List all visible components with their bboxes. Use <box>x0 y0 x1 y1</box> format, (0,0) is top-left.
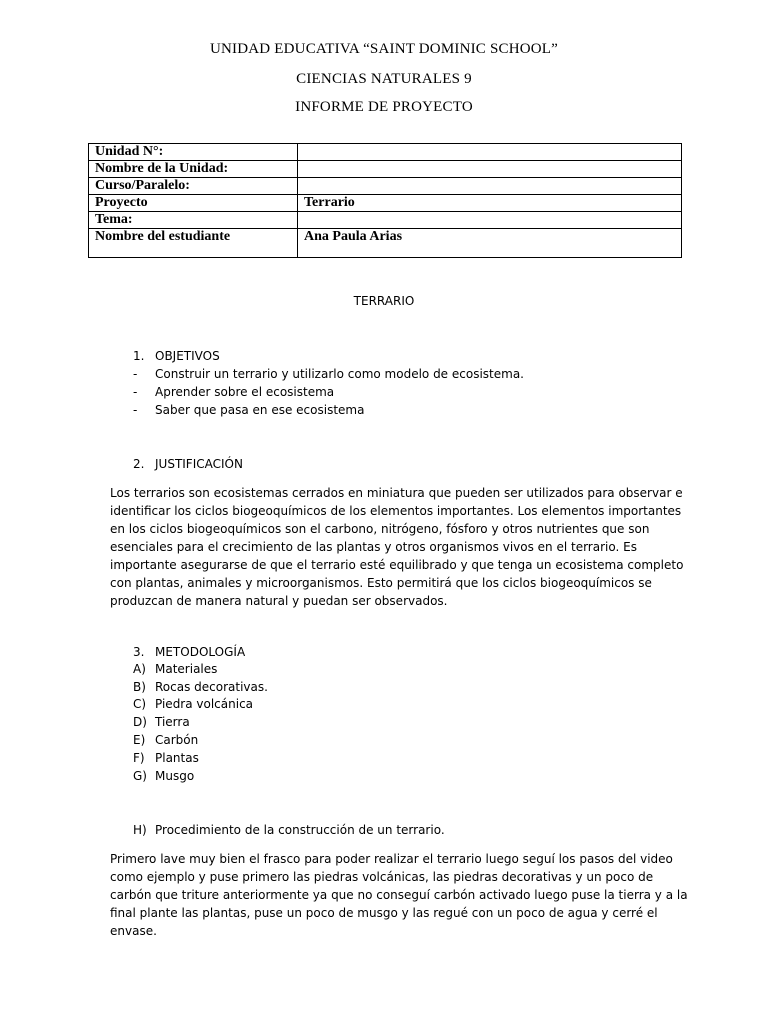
list-item: F) Plantas <box>133 751 199 765</box>
table-row <box>89 229 682 258</box>
table-label: Nombre de la Unidad: <box>89 161 298 178</box>
justificacion-paragraph <box>110 484 684 610</box>
paragraph-line: con plantas, animales y microorganismos. Esto permitirá que los ciclos biogeoquímicos se <box>110 576 652 590</box>
list-item: - Aprender sobre el ecosistema <box>133 385 335 399</box>
table-label: Proyecto <box>89 195 298 212</box>
section-heading-objetivos <box>133 349 220 363</box>
section-number: 3. <box>133 645 145 659</box>
table-row <box>89 144 682 161</box>
table-row <box>89 161 682 178</box>
section-heading-justificacion <box>133 457 243 471</box>
table-value <box>298 161 682 178</box>
list-item: - Construir un terrario y utilizarlo como modelo de ecosistema. <box>133 367 524 381</box>
table-value <box>298 178 682 195</box>
school-name: UNIDAD EDUCATIVA “SAINT DOMINIC SCHOOL” <box>209 41 559 57</box>
table-value: Ana Paula Arias <box>298 229 682 258</box>
table-value <box>298 212 682 229</box>
section-title: JUSTIFICACIÓN <box>155 457 243 471</box>
document-title: TERRARIO <box>353 294 415 308</box>
table-row <box>89 212 682 229</box>
list-item: A) Materiales <box>133 662 218 676</box>
list-item: D) Tierra <box>133 715 190 729</box>
paragraph-line: produzcan de manera natural y puedan ser observados. <box>110 594 448 608</box>
list-item-text: Carbón <box>155 733 199 747</box>
list-item-text: Tierra <box>155 715 190 729</box>
list-item-text: Materiales <box>155 662 218 676</box>
report-title: INFORME DE PROYECTO <box>295 99 473 115</box>
section-number: 2. <box>133 457 145 471</box>
list-item-text: Musgo <box>155 769 195 783</box>
table-label: Nombre del estudiante <box>89 229 298 258</box>
list-item-text: Rocas decorativas. <box>155 680 268 694</box>
list-item-text: Aprender sobre el ecosistema <box>155 385 335 399</box>
list-item: G) Musgo <box>133 769 195 783</box>
list-item: - Saber que pasa en ese ecosistema <box>133 403 365 417</box>
procedure-title: Procedimiento de la construcción de un terrario. <box>155 823 445 837</box>
table-value: Terrario <box>298 195 682 212</box>
section-title: OBJETIVOS <box>155 349 220 363</box>
paragraph-line: identificar los ciclos biogeoquímicos de los elementos importantes. Los elementos importantes <box>110 504 682 518</box>
list-item-text: Construir un terrario y utilizarlo como modelo de ecosistema. <box>155 367 524 381</box>
procedure-heading: H) Procedimiento de la construcción de un terrario. <box>133 823 445 837</box>
section-title: METODOLOGÍA <box>155 645 246 659</box>
table-label: Tema: <box>89 212 298 229</box>
table-label: Curso/Paralelo: <box>89 178 298 195</box>
paragraph-line: carbón que triture anteriormente ya que no conseguí carbón activado luego puse la tierra y a la <box>110 888 688 902</box>
table-label: Unidad N°: <box>89 144 298 161</box>
list-item-text: Saber que pasa en ese ecosistema <box>155 403 365 417</box>
paragraph-line: como ejemplo y puse primero las piedras volcánicas, las piedras decorativas y un poco de <box>110 870 654 884</box>
paragraph-line: envase. <box>110 924 157 938</box>
paragraph-line: en los ciclos biogeoquímicos son el carbono, nitrógeno, fósforo y otros nutrientes que son <box>110 522 650 536</box>
info-table <box>88 143 682 258</box>
list-item-text: Piedra volcánica <box>155 697 254 711</box>
table-row <box>89 195 682 212</box>
list-item: C) Piedra volcánica <box>133 697 254 711</box>
paragraph-line: Primero lave muy bien el frasco para poder realizar el terrario luego seguí los pasos del video <box>110 852 673 866</box>
procedure-paragraph <box>110 850 688 940</box>
table-row <box>89 178 682 195</box>
paragraph-line: Los terrarios son ecosistemas cerrados en miniatura que pueden ser utilizados para observar e <box>110 486 683 500</box>
list-item-text: Plantas <box>155 751 199 765</box>
section-number: 1. <box>133 349 145 363</box>
paragraph-line: importante asegurarse de que el terrario esté equilibrado y que tenga un ecosistema completo <box>110 558 684 572</box>
list-item: E) Carbón <box>133 733 199 747</box>
subject-title: CIENCIAS NATURALES 9 <box>296 71 472 87</box>
paragraph-line: esenciales para el crecimiento de las plantas y otros organismos vivos en el terrario. Es <box>110 540 637 554</box>
list-item: B) Rocas decorativas. <box>133 680 268 694</box>
section-heading-metodologia <box>133 645 245 659</box>
table-value <box>298 144 682 161</box>
paragraph-line: final plante las plantas, puse un poco de musgo y las regué con un poco de agua y cerré el <box>110 906 658 920</box>
